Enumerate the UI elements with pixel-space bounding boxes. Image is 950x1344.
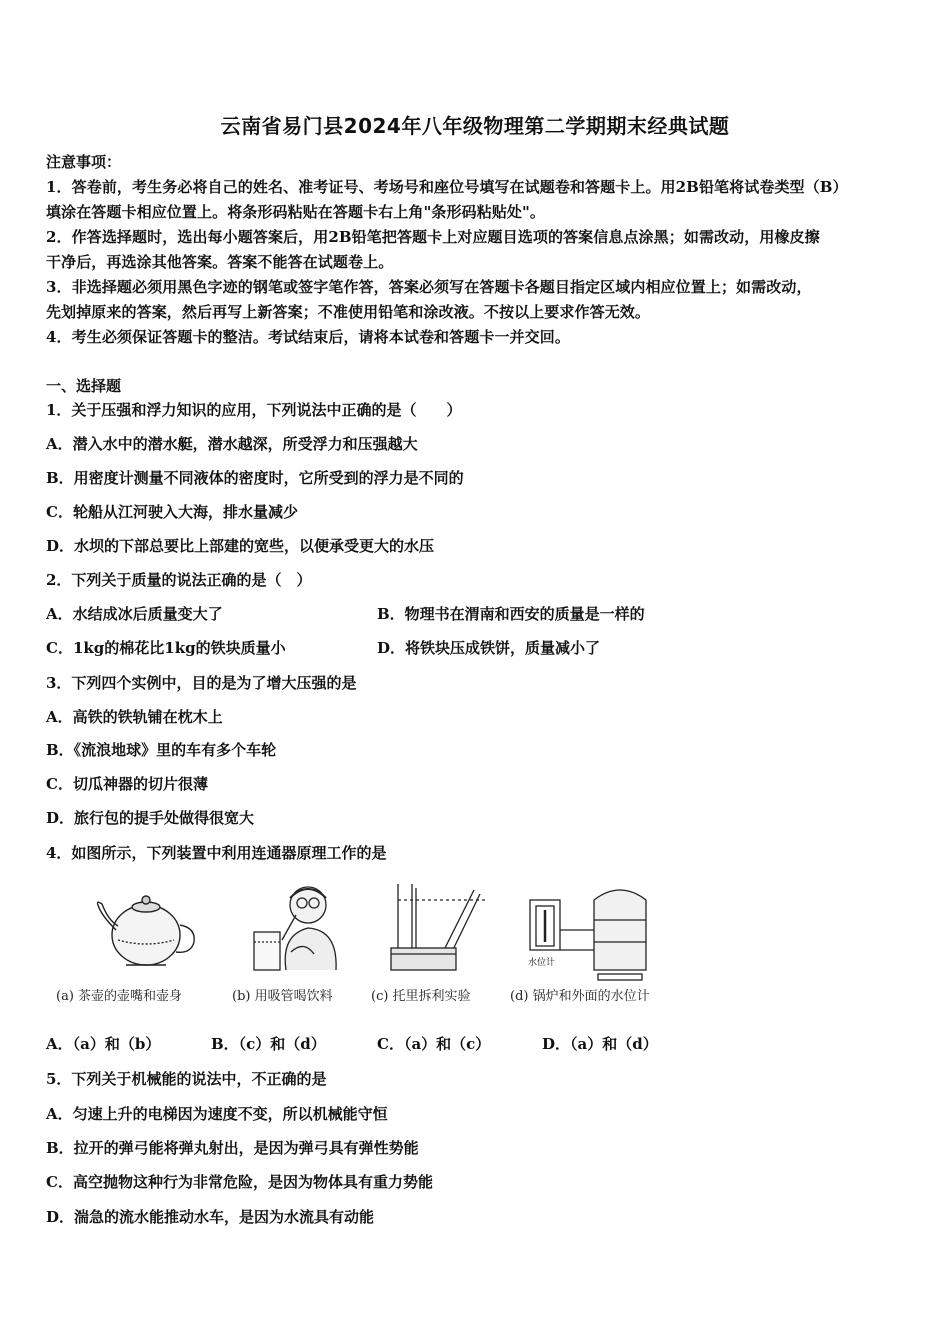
question-3-option-a: A．高铁的铁轨铺在枕木上 <box>46 708 223 726</box>
figure-caption-c: (c) 托里拆利实验 <box>371 989 471 1004</box>
figure-caption-d: (d) 锅炉和外面的水位计 <box>510 989 650 1004</box>
notice-line: 3．非选择题必须用黑色字迹的钢笔或签字笔作答，答案必须写在答题卡各题目指定区域内相应位置上；如需改动， <box>46 278 812 296</box>
question-5-option-d: D．湍急的流水能推动水车，是因为水流具有动能 <box>46 1208 375 1226</box>
page-title: 云南省易门县2024年八年级物理第二学期期末经典试题 <box>220 114 730 138</box>
question-2-stem: 2．下列关于质量的说法正确的是（ ） <box>46 571 312 589</box>
section-heading: 一、选择题 <box>46 377 122 395</box>
question-5-stem: 5．下列关于机械能的说法中，不正确的是 <box>46 1070 327 1088</box>
teapot-drawing <box>98 896 195 965</box>
figure-caption-b: (b) 用吸管喝饮料 <box>232 989 333 1004</box>
question-1-option-c: C．轮船从江河驶入大海，排水量减少 <box>46 503 298 521</box>
figure-caption-a: (a) 茶壶的壶嘴和壶身 <box>56 989 183 1004</box>
question-4-stem: 4．如图所示，下列装置中利用连通器原理工作的是 <box>46 844 387 862</box>
question-3-option-d: D．旅行包的提手处做得很宽大 <box>46 809 255 827</box>
question-5-option-b: B．拉开的弹弓能将弹丸射出，是因为弹弓具有弹性势能 <box>46 1139 419 1157</box>
gauge-label: 水位计 <box>528 958 556 968</box>
question-5-option-a: A．匀速上升的电梯因为速度不变，所以机械能守恒 <box>46 1105 388 1123</box>
question-4-option-b: B．（c）和（d） <box>211 1035 326 1053</box>
notice-heading: 注意事项： <box>46 153 122 171</box>
question-3-option-c: C．切瓜神器的切片很薄 <box>46 775 208 793</box>
question-4-option-c: C．（a）和（c） <box>377 1035 491 1053</box>
notice-line: 1．答卷前，考生务必将自己的姓名、准考证号、考场号和座位号填写在试题卷和答题卡上。用2B铅笔将试卷类型（B） <box>46 178 848 196</box>
notice-line: 2．作答选择题时，选出每小题答案后，用2B铅笔把答题卡上对应题目选项的答案信息点涂黑；如需改动，用橡皮擦 <box>46 228 820 246</box>
question-2-option-c: C．1kg的棉花比1kg的铁块质量小 <box>46 639 286 657</box>
question-4-figure <box>46 870 686 1020</box>
question-5-option-c: C．高空抛物这种行为非常危险，是因为物体具有重力势能 <box>46 1173 433 1191</box>
torricelli-drawing <box>391 884 486 970</box>
person-straw-drawing <box>254 887 336 970</box>
notice-line: 4．考生必须保证答题卡的整洁。考试结束后，请将本试卷和答题卡一并交回。 <box>46 328 570 346</box>
question-4-option-a: A．（a）和（b） <box>46 1035 161 1053</box>
question-2-option-b: B．物理书在渭南和西安的质量是一样的 <box>377 605 645 623</box>
question-1-option-d: D．水坝的下部总要比上部建的宽些，以便承受更大的水压 <box>46 537 435 555</box>
question-4-option-d: D．（a）和（d） <box>542 1035 658 1053</box>
question-2-option-d: D．将铁块压成铁饼，质量减小了 <box>377 639 601 657</box>
question-2-option-a: A．水结成冰后质量变大了 <box>46 605 223 623</box>
question-1-option-b: B．用密度计测量不同液体的密度时，它所受到的浮力是不同的 <box>46 469 464 487</box>
notice-line: 填涂在答题卡相应位置上。将条形码粘贴在答题卡右上角"条形码粘贴处"。 <box>46 203 546 221</box>
notice-line: 先划掉原来的答案，然后再写上新答案；不准使用铅笔和涂改液。不按以上要求作答无效。 <box>46 303 651 321</box>
question-3-stem: 3．下列四个实例中，目的是为了增大压强的是 <box>46 674 357 692</box>
question-3-option-b: B．《流浪地球》里的车有多个车轮 <box>46 741 277 759</box>
question-1-option-a: A．潜入水中的潜水艇，潜水越深，所受浮力和压强越大 <box>46 435 418 453</box>
question-1-stem: 1．关于压强和浮力知识的应用，下列说法中正确的是（ ） <box>46 401 462 419</box>
notice-line: 干净后，再选涂其他答案。答案不能答在试题卷上。 <box>46 253 394 271</box>
